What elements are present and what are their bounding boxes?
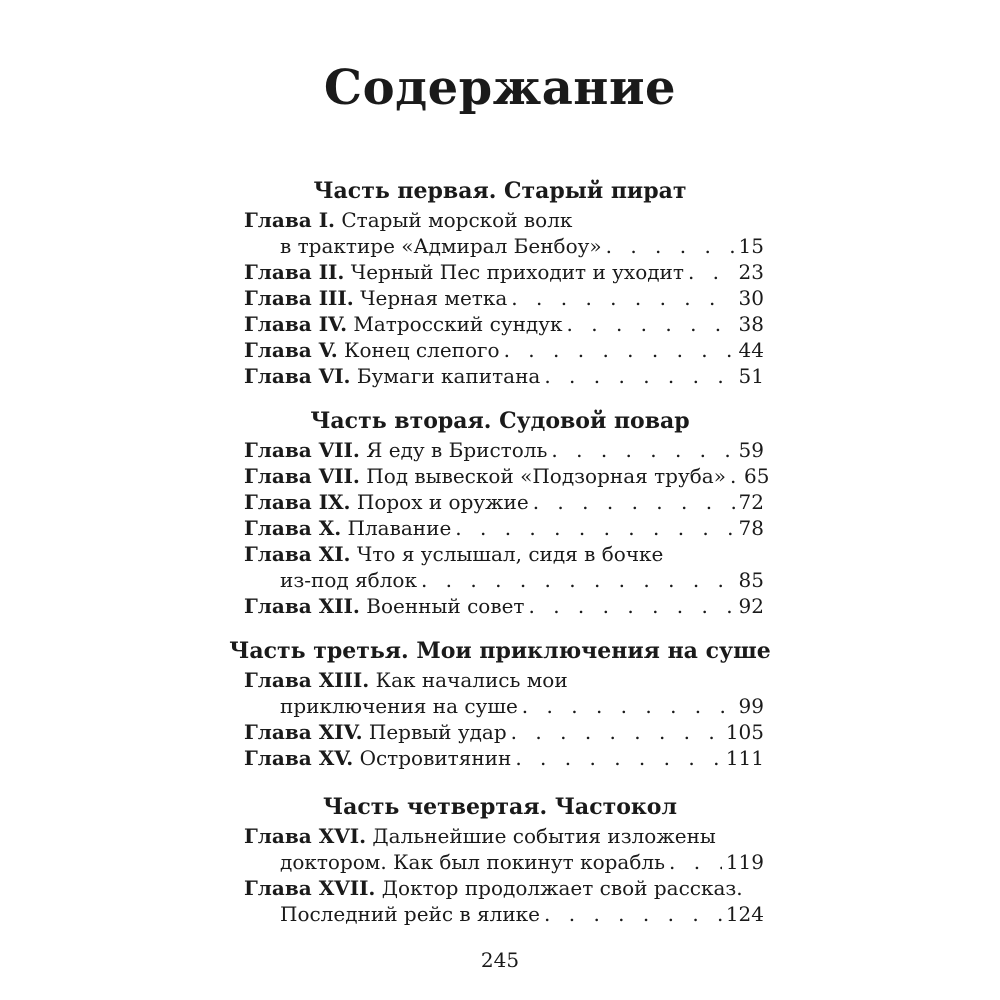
toc-entry[interactable] — [244, 719, 764, 745]
chapter-title: Черная метка — [360, 286, 508, 310]
chapter-page: 51 — [738, 364, 764, 388]
chapter-label: Глава V. — [244, 338, 338, 362]
chapter-label: Глава VII. — [244, 438, 360, 462]
toc-entry[interactable] — [244, 463, 770, 489]
dot-leader — [606, 233, 735, 259]
dot-leader — [529, 593, 735, 619]
chapter-label: Глава XIV. — [244, 720, 363, 744]
chapter-page: 92 — [738, 594, 764, 618]
toc-entry[interactable] — [244, 823, 764, 849]
toc-entry[interactable] — [244, 363, 764, 389]
chapter-label: Глава XV. — [244, 746, 354, 770]
chapter-title: Доктор продолжает свой рассказ. — [381, 876, 743, 900]
chapter-label: Глава II. — [244, 260, 345, 284]
chapter-title: Последний рейс в ялике — [280, 902, 541, 926]
chapter-label: Глава III. — [244, 286, 354, 310]
part-heading: Часть третья. Мои приключения на суше — [229, 638, 771, 664]
toc-entry[interactable] — [244, 437, 764, 463]
dot-leader — [455, 515, 734, 541]
chapter-label: Глава XVI. — [244, 824, 367, 848]
chapter-page: 85 — [738, 568, 764, 592]
toc-entry[interactable] — [244, 259, 764, 285]
dot-leader — [533, 489, 735, 515]
chapter-page: 65 — [743, 464, 770, 488]
dot-leader — [544, 901, 722, 927]
chapter-page: 105 — [725, 720, 764, 744]
dot-leader — [544, 363, 734, 389]
chapter-page: 59 — [738, 438, 764, 462]
chapter-title: Старый морской волк — [341, 208, 573, 232]
chapter-title: Черный Пес приходит и уходит — [350, 260, 684, 284]
toc-entry[interactable] — [244, 337, 764, 363]
chapter-label: Глава VI. — [244, 364, 351, 388]
toc-entry[interactable] — [244, 541, 764, 567]
chapter-title: Островитянин — [359, 746, 512, 770]
chapter-title: Под вывеской «Подзорная труба» — [366, 464, 726, 488]
chapter-title: Матросский сундук — [353, 312, 563, 336]
chapter-page: 23 — [738, 260, 764, 284]
toc-entry[interactable] — [244, 207, 764, 233]
chapter-page: 124 — [725, 902, 764, 926]
page-number: 245 — [480, 948, 520, 972]
toc-entry[interactable] — [244, 745, 764, 771]
chapter-title: Военный совет — [366, 594, 525, 618]
chapter-page: 78 — [738, 516, 764, 540]
chapter-label: Глава VII. — [244, 464, 360, 488]
chapter-title: Дальнейшие события изложены — [372, 824, 716, 848]
dot-leader — [688, 259, 735, 285]
toc-entry[interactable] — [244, 567, 764, 593]
toc-entry[interactable] — [244, 311, 764, 337]
chapter-label: Глава I. — [244, 208, 336, 232]
chapter-label: Глава IV. — [244, 312, 348, 336]
toc-entry[interactable] — [244, 667, 764, 693]
dot-leader — [669, 849, 722, 875]
dot-leader — [511, 285, 734, 311]
toc-entry[interactable] — [244, 233, 764, 259]
part-heading: Часть первая. Старый пират — [313, 178, 687, 204]
chapter-page: 15 — [738, 234, 764, 258]
dot-leader — [730, 463, 740, 489]
toc-entry[interactable] — [244, 489, 764, 515]
dot-leader — [522, 693, 735, 719]
toc-entry[interactable] — [244, 849, 764, 875]
chapter-label: Глава IX. — [244, 490, 351, 514]
chapter-label: Глава XII. — [244, 594, 360, 618]
chapter-title: Плавание — [347, 516, 452, 540]
chapter-page: 119 — [725, 850, 764, 874]
chapter-page: 30 — [738, 286, 764, 310]
chapter-title: в трактире «Адмирал Бенбоу» — [280, 234, 602, 258]
dot-leader — [504, 337, 735, 363]
toc-entry[interactable] — [244, 285, 764, 311]
part-heading: Часть вторая. Судовой повар — [310, 408, 690, 434]
chapter-page: 111 — [725, 746, 764, 770]
chapter-title: Как начались мои — [375, 668, 568, 692]
chapter-title: Конец слепого — [344, 338, 500, 362]
chapter-title: доктором. Как был покинут корабль — [280, 850, 665, 874]
part-heading: Часть четвертая. Частокол — [323, 794, 677, 820]
chapter-page: 99 — [738, 694, 764, 718]
toc-entry[interactable] — [244, 901, 764, 927]
page-title: Содержание — [323, 60, 677, 116]
chapter-label: Глава XVII. — [244, 876, 376, 900]
chapter-label: Глава XIII. — [244, 668, 370, 692]
dot-leader — [511, 719, 722, 745]
chapter-title: Я еду в Бристоль — [366, 438, 548, 462]
dot-leader — [515, 745, 721, 771]
chapter-title: Что я услышал, сидя в бочке — [356, 542, 664, 566]
chapter-page: 44 — [738, 338, 764, 362]
chapter-label: Глава XI. — [244, 542, 351, 566]
chapter-title: приключения на суше — [280, 694, 518, 718]
toc-entry[interactable] — [244, 593, 764, 619]
chapter-title: Первый удар — [368, 720, 507, 744]
chapter-title: Бумаги капитана — [356, 364, 541, 388]
toc-entry[interactable] — [244, 875, 764, 901]
toc-entry[interactable] — [244, 693, 764, 719]
dot-leader — [551, 437, 734, 463]
chapter-title: из-под яблок — [280, 568, 417, 592]
chapter-page: 72 — [738, 490, 764, 514]
dot-leader — [567, 311, 735, 337]
chapter-title: Порох и оружие — [356, 490, 529, 514]
chapter-label: Глава X. — [244, 516, 342, 540]
dot-leader — [421, 567, 735, 593]
toc-entry[interactable] — [244, 515, 764, 541]
chapter-page: 38 — [738, 312, 764, 336]
